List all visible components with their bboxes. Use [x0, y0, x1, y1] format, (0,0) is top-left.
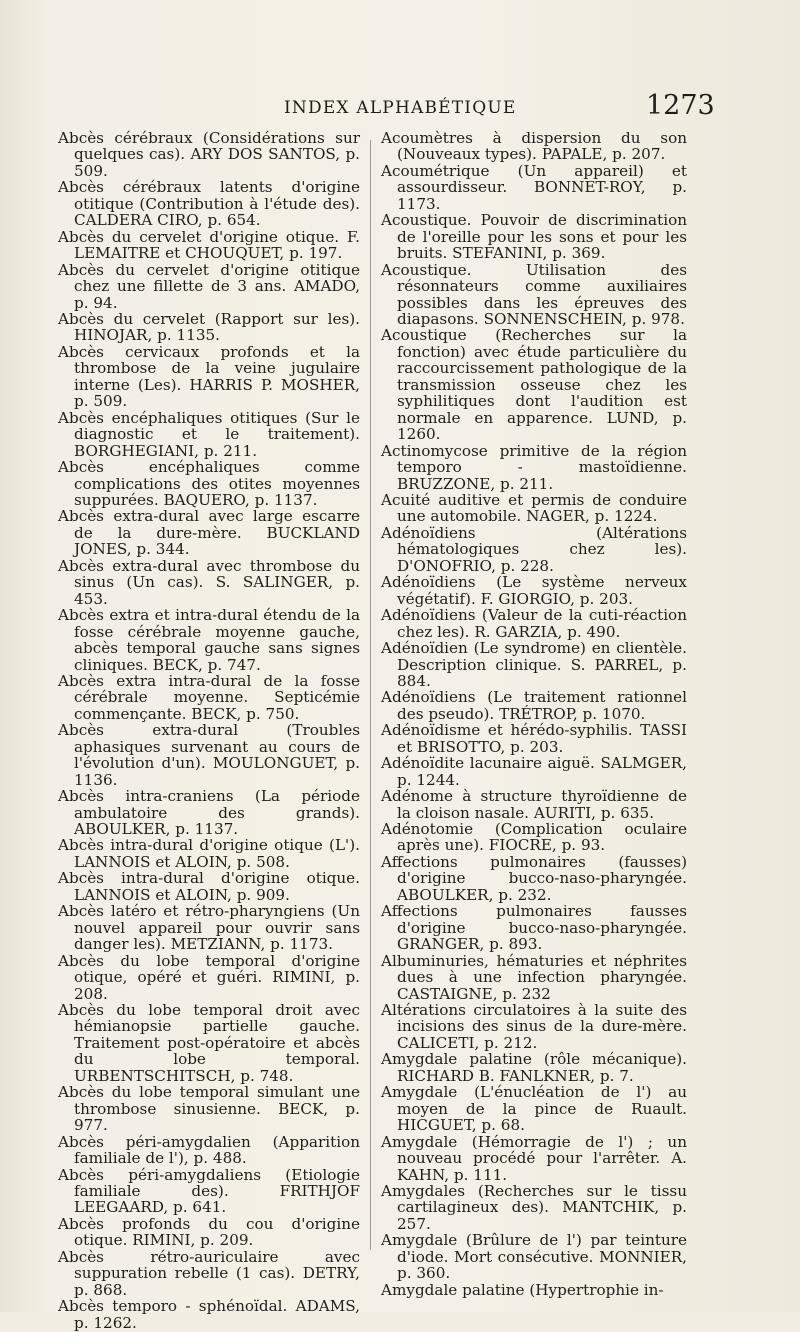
index-entry: Abcès du cervelet d'origine otitique chez une fillette de 3 ans. AMADO, p. 94.	[58, 260, 360, 312]
index-entry: Abcès intra-dural d'origine otique. LANNOIS et ALOIN, p. 909.	[58, 869, 360, 904]
index-entry: Adénoïdiens (Le système nerveux végétatif). F. GIORGIO, p. 203.	[381, 573, 687, 608]
index-entry: Adénoïdiens (Le traitement rationnel des pseudo). TRÉTROP, p. 1070.	[381, 688, 687, 723]
index-entry: Abcès extra intra-dural de la fosse cérébrale moyenne. Septicémie commençante. BECK, p. 750.	[58, 671, 360, 723]
index-entry: Albuminuries, hématuries et néphrites dues à une infection pharyngée. CASTAIGNE, p. 232	[381, 951, 687, 1003]
index-entry: Adénome à structure thyroïdienne de la cloison nasale. AURITI, p. 635.	[381, 787, 687, 822]
index-entry: Affections pulmonaires fausses d'origine bucco-naso-pharyngée. GRANGER, p. 893.	[381, 902, 687, 954]
column-divider	[370, 140, 371, 1250]
index-entry: Abcès profonds du cou d'origine otique. RIMINI, p. 209.	[58, 1214, 360, 1250]
right-column	[381, 130, 687, 1298]
index-entry: Acoumètres à dispersion du son (Nouveaux types). PAPALE, p. 207.	[381, 129, 687, 164]
index-entry: Abcès cérébraux (Considérations sur quelques cas). ARY DOS SANTOS, p. 509.	[58, 129, 360, 180]
index-entry: Amygdales (Recherches sur le tissu cartilagineux des). MANTCHIK, p. 257.	[381, 1182, 687, 1233]
running-title: INDEX ALPHABÉTIQUE	[284, 98, 517, 118]
index-entry: Abcès intra-dural d'origine otique (L'). LANNOIS et ALOIN, p. 508.	[58, 836, 360, 871]
index-entry: Abcès extra-dural avec large escarre de la dure-mère. BUCKLAND JONES, p. 344.	[58, 507, 360, 559]
index-entry: Adénoïdite lacunaire aiguë. SALMGER, p. 1244.	[381, 754, 687, 789]
index-entry: Acuité auditive et permis de conduire une automobile. NAGER, p. 1224.	[381, 490, 687, 526]
index-entry: Abcès rétro-auriculaire avec suppuration rebelle (1 cas). DETRY, p. 868.	[58, 1247, 360, 1299]
index-entry: Acoustique. Utilisation des résonnateurs comme auxiliaires possibles dans les épreuves des diapasons. SONNENSCHEIN, p. 978.	[381, 260, 687, 328]
index-entry: Amygdale (L'énucléation de l') au moyen de la pince de Ruault. HICGUET, p. 68.	[381, 1083, 687, 1135]
index-entry: Amygdale palatine (Hypertrophie in-	[381, 1280, 664, 1299]
index-entry: Acoustique. Pouvoir de discrimination de l'oreille pour les sons et pour les bruits. STEFANINI, p. 369.	[381, 211, 687, 263]
index-entry: Abcès encéphaliques comme complications des otites moyennes suppurées. BAQUERO, p. 1137.	[58, 458, 360, 509]
index-entry: Abcès extra-dural avec thrombose du sinus (Un cas). S. SALINGER, p. 453.	[58, 556, 360, 608]
index-entry: Abcès encéphaliques otitiques (Sur le diagnostic et le traitement). BORGHEGIANI, p. 211.	[58, 408, 360, 460]
index-entry: Adénoïdiens (Valeur de la cuti-réaction chez les). R. GARZIA, p. 490.	[381, 606, 687, 641]
index-entry: Abcès du cervelet d'origine otique. F. LEMAITRE et CHOUQUET, p. 197.	[58, 227, 360, 263]
index-entry: Abcès péri-amygdalien (Apparition familiale de l'), p. 488.	[58, 1132, 360, 1168]
index-entry: Abcès cervicaux profonds et la thrombose de la veine jugulaire interne (Les). HARRIS P. MOSHER, p. 509.	[58, 342, 360, 411]
index-entry: Adénotomie (Complication oculaire après une). FIOCRE, p. 93.	[381, 820, 687, 855]
index-entry: Abcès extra et intra-dural étendu de la fosse cérébrale moyenne gauche, abcès temporal gauche sans signes cliniques. BECK, p. 747.	[58, 606, 360, 674]
index-entry: Amygdale (Brûlure de l') par teinture d'iode. Mort consécutive. MONNIER, p. 360.	[381, 1231, 687, 1283]
index-entry: Actinomycose primitive de la région temporo - mastoïdienne. BRUZZONE, p. 211.	[381, 441, 687, 493]
index-entry: Affections pulmonaires (fausses) d'origine bucco-naso-pharyngée. ABOULKER, p. 232.	[381, 852, 687, 904]
index-entry: Altérations circulatoires à la suite des incisions des sinus de la dure-mère. CALICETI, p. 212.	[381, 1001, 687, 1052]
index-entry: Abcès temporo - sphénoïdal. ADAMS, p. 1262.	[58, 1297, 360, 1332]
index-entry: Abcès intra-craniens (La période ambulatoire des grands). ABOULKER, p. 1137.	[58, 787, 360, 839]
index-entry: Adénoïdiens (Altérations hématologiques chez les). D'ONOFRIO, p. 228.	[381, 523, 687, 575]
index-entry: Amygdale palatine (rôle mécanique). RICHARD B. FANLKNER, p. 7.	[381, 1050, 687, 1085]
index-entry: Abcès latéro et rétro-pharyngiens (Un nouvel appareil pour ouvrir sans danger les). METZIANN, p. 1173.	[58, 902, 360, 954]
index-entry: Abcès du lobe temporal droit avec hémianopsie partielle gauche. Traitement post-opératoire et abcès du lobe temporal. URBENTSCHITSCH, p. 748.	[58, 1001, 360, 1085]
index-entry: Abcès du lobe temporal simulant une thrombose sinusienne. BECK, p. 977.	[58, 1083, 360, 1135]
index-entry: Abcès du cervelet (Rapport sur les). HINOJAR, p. 1135.	[58, 309, 360, 345]
page-header	[0, 84, 800, 124]
index-entry: Acoustique (Recherches sur la fonction) avec étude particulière du raccourcissement pathologique de la transmission osseuse chez les syphilitiques dont l'audition est normale en apparence. LUND, p. 1260.	[381, 326, 687, 444]
index-entry: Adénoïdien (Le syndrome) en clientèle. Description clinique. S. PARREL, p. 884.	[381, 639, 687, 690]
index-entry: Amygdale (Hémorragie de l') ; un nouveau procédé pour l'arrêter. A. KAHN, p. 111.	[381, 1132, 687, 1184]
index-entry: Abcès du lobe temporal d'origine otique, opéré et guéri. RIMINI, p. 208.	[58, 951, 360, 1003]
index-entry: Adénoïdisme et hérédo-syphilis. TASSI et BRISOTTO, p. 203.	[381, 721, 687, 756]
index-entry: Acoumétrique (Un appareil) et assourdisseur. BONNET-ROY, p. 1173.	[381, 161, 687, 213]
index-entry: Abcès extra-dural (Troubles aphasiques survenant au cours de l'évolution d'un). MOULONGUET, p. 1136.	[58, 721, 360, 789]
left-column	[58, 130, 360, 1331]
page-number: 1273	[646, 90, 715, 121]
index-entry: Abcès cérébraux latents d'origine otitique (Contribution à l'étude des). CALDERA CIRO, p. 654.	[58, 178, 360, 230]
index-entry: Abcès péri-amygdaliens (Etiologie familiale des). FRITHJOF LEEGAARD, p. 641.	[58, 1165, 360, 1217]
